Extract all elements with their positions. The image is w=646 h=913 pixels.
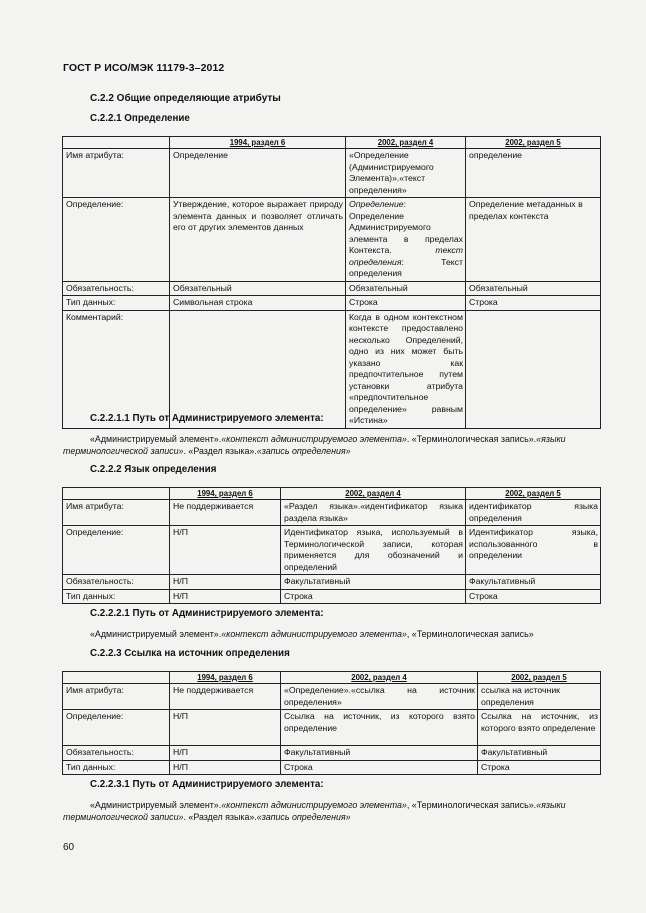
- subsection-heading: C.2.2.1 Определение: [90, 113, 190, 124]
- table-cell: Не поддерживается: [170, 500, 281, 526]
- table-cell: Строка: [346, 296, 466, 311]
- path-part-italic: «языки терминологической записи»: [63, 434, 566, 456]
- path-part: «Администрируемый элемент».: [90, 629, 222, 639]
- table-cell: Определение:: [63, 526, 170, 575]
- table-cell: Строка: [281, 589, 466, 604]
- table-row: [63, 149, 601, 198]
- table-cell: Определение метаданных в пределах контекста: [466, 198, 601, 282]
- table-cell: Н/П: [170, 710, 281, 746]
- cell-text: : Текст определения: [349, 256, 463, 278]
- path-part: «Администрируемый элемент».: [90, 800, 222, 810]
- table-cell: Обязательность:: [63, 746, 170, 761]
- table-cell: Н/П: [170, 589, 281, 604]
- subsection-heading: C.2.2.3 Ссылка на источник определения: [90, 648, 290, 659]
- table-row: [63, 198, 601, 282]
- table-cell: «Раздел языка».«идентификатор языка раздела языка»: [281, 500, 466, 526]
- table-header-row: [63, 672, 601, 684]
- path-text: [63, 799, 600, 823]
- path-text: [63, 628, 600, 640]
- path-part-italic: «контекст администрируемого элемента»: [221, 629, 407, 639]
- table-row: [63, 684, 601, 710]
- definition-table: [62, 136, 601, 429]
- table-row: [63, 746, 601, 761]
- path-heading: C.2.2.3.1 Путь от Администрируемого элемента:: [90, 779, 324, 790]
- path-part-italic: «запись определения»: [256, 446, 351, 456]
- path-part: . «Терминологическая запись».: [406, 434, 537, 444]
- table-row: [63, 281, 601, 296]
- italic-term: текст определения: [349, 245, 463, 267]
- column-header: [63, 672, 170, 684]
- table-cell: Символьная строка: [170, 296, 346, 311]
- table-cell: идентификатор языка определения: [466, 500, 601, 526]
- column-header: 2002, раздел 5: [466, 137, 601, 149]
- table-cell: Тип данных:: [63, 760, 170, 775]
- table-cell: Строка: [466, 296, 601, 311]
- table-cell: ссылка на источник определения: [478, 684, 601, 710]
- table-cell: Имя атрибута:: [63, 149, 170, 198]
- table-cell: Идентификатор языка, используемый в Терминологической записи, которая применяется для обозначений и определений: [281, 526, 466, 575]
- italic-term: Определение: [349, 199, 404, 209]
- table-cell: Строка: [281, 760, 478, 775]
- table-row: [63, 589, 601, 604]
- path-part: . «Раздел языка».: [183, 446, 257, 456]
- table-cell: [466, 310, 601, 428]
- path-part: , «Терминологическая запись»: [406, 629, 534, 639]
- column-header: [63, 137, 170, 149]
- table-cell: Обязательный: [466, 281, 601, 296]
- table-cell: Факультативный: [478, 746, 601, 761]
- table-cell: Н/П: [170, 575, 281, 590]
- table-cell: Факультативный: [466, 575, 601, 590]
- table-cell: Н/П: [170, 526, 281, 575]
- table-cell: Не поддерживается: [170, 684, 281, 710]
- table-cell: Определение:: [63, 710, 170, 746]
- table-cell: Утверждение, которое выражает природу элемента данных и позволяет отличать его от других элементов данных: [170, 198, 346, 282]
- table-cell: Н/П: [170, 760, 281, 775]
- column-header: [63, 488, 170, 500]
- table-cell: Н/П: [170, 746, 281, 761]
- table-cell: Строка: [478, 760, 601, 775]
- table-cell: Строка: [466, 589, 601, 604]
- cell-text: : Определение Администрируемого элемента в пределах Контекста.: [349, 199, 463, 255]
- table-cell: Ссылка на источник, из которого взято определение: [281, 710, 478, 746]
- table-row: [63, 760, 601, 775]
- path-heading: C.2.2.1.1 Путь от Администрируемого элемента:: [90, 413, 324, 424]
- table-row: [63, 526, 601, 575]
- path-part-italic: «контекст администрируемого элемента»: [221, 434, 407, 444]
- table-header-row: [63, 488, 601, 500]
- table-header-row: [63, 137, 601, 149]
- table-cell: [346, 198, 466, 282]
- table-cell: определение: [466, 149, 601, 198]
- table-row: [63, 500, 601, 526]
- column-header: 2002, раздел 4: [281, 672, 478, 684]
- table-cell: «Определение (Администрируемого Элемента)».«текст определения»: [346, 149, 466, 198]
- subsection-heading: C.2.2.2 Язык определения: [90, 464, 217, 475]
- table-row: [63, 296, 601, 311]
- table-cell: Комментарий:: [63, 310, 170, 428]
- table-cell: Обязательный: [346, 281, 466, 296]
- document-header: ГОСТ Р ИСО/МЭК 11179-3–2012: [63, 62, 225, 74]
- page-number: 60: [63, 842, 75, 853]
- column-header: 2002, раздел 5: [466, 488, 601, 500]
- path-part-italic: «запись определения»: [256, 812, 351, 822]
- table-row: [63, 575, 601, 590]
- language-table: [62, 487, 601, 604]
- table-cell: Ссылка на источник, из которого взято определение: [478, 710, 601, 746]
- path-part: . «Раздел языка».: [183, 812, 257, 822]
- path-heading: C.2.2.2.1 Путь от Администрируемого элемента:: [90, 608, 324, 619]
- table-cell: Обязательность:: [63, 575, 170, 590]
- table-row: [63, 310, 601, 428]
- section-heading: C.2.2 Общие определяющие атрибуты: [90, 93, 281, 104]
- table-cell: Определение:: [63, 198, 170, 282]
- source-reference-table: [62, 671, 601, 775]
- table-cell: Тип данных:: [63, 296, 170, 311]
- path-part: , «Терминологическая запись».: [406, 800, 537, 810]
- table-cell: Тип данных:: [63, 589, 170, 604]
- table-cell: Обязательный: [170, 281, 346, 296]
- table-cell: Идентификатор языка, использованного в определении: [466, 526, 601, 575]
- table-cell: Определение: [170, 149, 346, 198]
- column-header: 1994, раздел 6: [170, 488, 281, 500]
- table-cell: [170, 310, 346, 428]
- path-part: «Администрируемый элемент».: [90, 434, 222, 444]
- table-row: [63, 710, 601, 746]
- table-cell: Факультативный: [281, 575, 466, 590]
- column-header: 2002, раздел 4: [346, 137, 466, 149]
- column-header: 1994, раздел 6: [170, 137, 346, 149]
- table-cell: Факультативный: [281, 746, 478, 761]
- table-cell: Имя атрибута:: [63, 500, 170, 526]
- table-cell: Обязательность:: [63, 281, 170, 296]
- path-part-italic: «языки терминологической записи»: [63, 800, 566, 822]
- table-cell: Когда в одном контекстном контексте предоставлено несколько Определений, одно из них может быть указано как предпочтительное путем установки атрибута «предпочтительное определение» равным «Истина»: [346, 310, 466, 428]
- path-part-italic: «контекст администрируемого элемента»: [221, 800, 407, 810]
- column-header: 1994, раздел 6: [170, 672, 281, 684]
- column-header: 2002, раздел 5: [478, 672, 601, 684]
- column-header: 2002, раздел 4: [281, 488, 466, 500]
- table-cell: Имя атрибута:: [63, 684, 170, 710]
- table-cell: «Определение».«ссылка на источник определения»: [281, 684, 478, 710]
- path-text: [63, 433, 600, 457]
